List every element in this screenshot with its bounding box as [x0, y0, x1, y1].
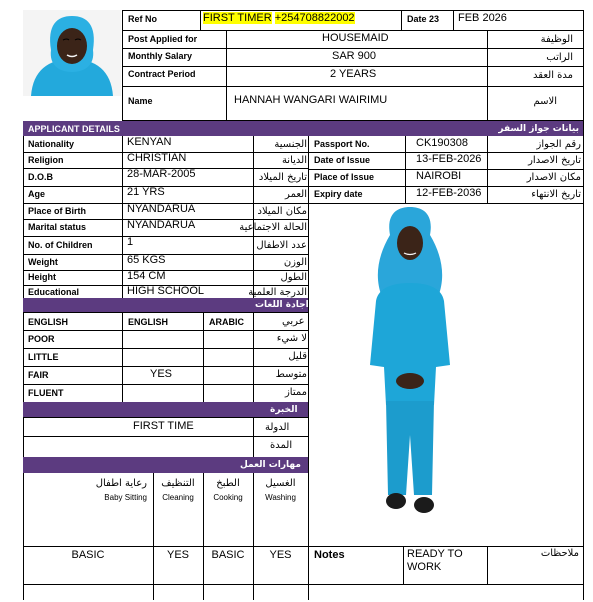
lang-level-label: LITTLE — [28, 352, 59, 362]
applicant-label: Age — [28, 189, 46, 199]
passport-ar: رقم الجواز — [536, 138, 581, 150]
post-label: Post Applied for — [128, 34, 198, 44]
portrait-image — [23, 10, 121, 96]
name-label: Name — [128, 96, 153, 106]
applicant-label: Marital status — [28, 222, 87, 232]
applicant-row-line — [23, 186, 308, 187]
date-label: Date 23 — [407, 14, 440, 24]
applicant-ar: الوزن — [283, 256, 307, 268]
notes-ar: ملاحظات — [540, 548, 579, 559]
applicant-row-line — [23, 236, 308, 237]
skill-ar: التنظيف — [161, 478, 195, 489]
passport-label: Expiry date — [314, 189, 363, 199]
skill-en: Cooking — [213, 493, 243, 502]
applicant-ar: الطول — [280, 272, 307, 283]
applicant-value: NYANDARUA — [127, 203, 196, 215]
applicant-label: Educational — [28, 287, 80, 297]
skill-ar: الطبخ — [216, 478, 240, 489]
applicant-value: 21 YRS — [127, 186, 165, 198]
passport-value: CK190308 — [416, 137, 468, 149]
skill-ar: رعاية اطفال — [95, 478, 147, 489]
salary-ar: الراتب — [546, 52, 573, 63]
applicant-value: KENYAN — [127, 136, 172, 148]
post-ar: الوظيفة — [540, 34, 573, 45]
skill-value: YES — [269, 549, 292, 561]
passport-ar: تاريخ الاصدار — [528, 155, 581, 166]
experience-section-ar: الخبرة — [270, 405, 298, 415]
applicant-ar: الديانة — [281, 154, 307, 166]
notes-value: READY TO WORK — [407, 548, 463, 573]
name-ar: الاسم — [533, 96, 557, 107]
applicant-label: D.O.B — [28, 171, 54, 182]
post-value: HOUSEMAID — [322, 32, 389, 44]
applicant-value: 1 — [127, 236, 134, 248]
applicant-value: 65 KGS — [127, 254, 166, 266]
skill-ar: الغسيل — [265, 478, 296, 489]
applicant-label: No. of Children — [28, 239, 93, 250]
passport-value: 12-FEB-2036 — [416, 187, 482, 199]
applicant-value: 154 CM — [127, 270, 166, 282]
applicant-ar: تاريخ الميلاد — [258, 171, 307, 183]
passport-label: Passport No. — [314, 138, 370, 149]
full-body-image — [350, 205, 470, 525]
applicant-label: Height — [28, 272, 56, 282]
lang-col-english2: ENGLISH — [128, 317, 169, 327]
lang-level-label: FLUENT — [28, 388, 64, 398]
salary-label: Monthly Salary — [128, 51, 193, 61]
applicant-ar: عدد الاطفال — [256, 239, 307, 251]
lang-col-english: ENGLISH — [28, 317, 69, 327]
portrait-photo — [23, 10, 121, 96]
contract-label: Contract Period — [128, 69, 196, 79]
experience-period-ar: المدة — [270, 440, 293, 451]
lang-col-ar: عربي — [282, 316, 305, 327]
applicant-ar: الجنسية — [274, 138, 307, 150]
skill-value: BASIC — [71, 549, 105, 561]
lang-level-label: POOR — [28, 334, 55, 344]
lang-level-mark: YES — [150, 368, 173, 380]
passport-value: 13-FEB-2026 — [416, 153, 482, 165]
languages-section-ar: اجادة اللغات — [255, 300, 309, 310]
contract-ar: مدة العقد — [533, 70, 573, 81]
applicant-ar: الحالة الاجتماعية — [239, 222, 307, 233]
lang-level-label: FAIR — [28, 370, 49, 380]
skill-en: Baby Sitting — [104, 493, 147, 502]
name-value: HANNAH WANGARI WAIRIMU — [234, 94, 388, 106]
passport-label: Date of Issue — [314, 155, 371, 165]
applicant-section-label: APPLICANT DETAILS — [28, 124, 120, 134]
skill-en: Washing — [265, 493, 296, 502]
applicant-ar: العمر — [285, 189, 307, 200]
passport-ar: تاريخ الانتهاء — [531, 189, 581, 200]
applicant-label: Place of Birth — [28, 205, 87, 216]
passport-value: NAIROBI — [416, 170, 462, 182]
skills-section-ar: مهارات العمل — [240, 460, 301, 470]
experience-country-ar: الدولة — [265, 422, 290, 433]
salary-value: SAR 900 — [332, 50, 377, 62]
lang-level-ar: قليل — [288, 351, 307, 362]
applicant-label: Weight — [28, 256, 58, 267]
date-value: FEB 2026 — [458, 12, 507, 24]
applicant-value: CHRISTIAN — [127, 152, 187, 164]
contract-value: 2 YEARS — [330, 68, 377, 80]
applicant-ar: الدرجة العلمية — [248, 287, 307, 298]
lang-col-arabic: ARABIC — [209, 317, 244, 327]
ref-no-value-b: +254708822002 — [274, 12, 355, 24]
applicant-label: Religion — [28, 154, 64, 165]
lang-level-ar: ممتاز — [284, 387, 307, 398]
skill-value: BASIC — [211, 549, 245, 561]
passport-ar: مكان الاصدار — [526, 172, 581, 183]
ref-no-value — [203, 12, 355, 25]
applicant-value: 28-MAR-2005 — [127, 168, 196, 180]
lang-level-ar: لا شيء — [276, 333, 307, 344]
lang-level-ar: متوسط — [275, 369, 307, 380]
notes-label: Notes — [314, 549, 345, 561]
passport-label: Place of Issue — [314, 172, 375, 182]
applicant-value: HIGH SCHOOL — [127, 285, 205, 297]
passport-section-ar: بيانات جواز السفر — [498, 124, 579, 134]
applicant-label: Nationality — [28, 138, 75, 149]
skill-en: Cleaning — [162, 493, 194, 502]
passport-row-line — [308, 203, 583, 204]
experience-band — [23, 402, 308, 417]
applicant-ar: مكان الميلاد — [257, 205, 307, 217]
full-body-photo — [350, 205, 470, 525]
ref-no-value-a: FIRST TIMER — [203, 12, 272, 24]
experience-country-value: FIRST TIME — [133, 420, 194, 432]
ref-no-label: Ref No — [128, 14, 157, 24]
applicant-value: NYANDARUA — [127, 219, 196, 231]
skill-value: YES — [166, 549, 189, 561]
